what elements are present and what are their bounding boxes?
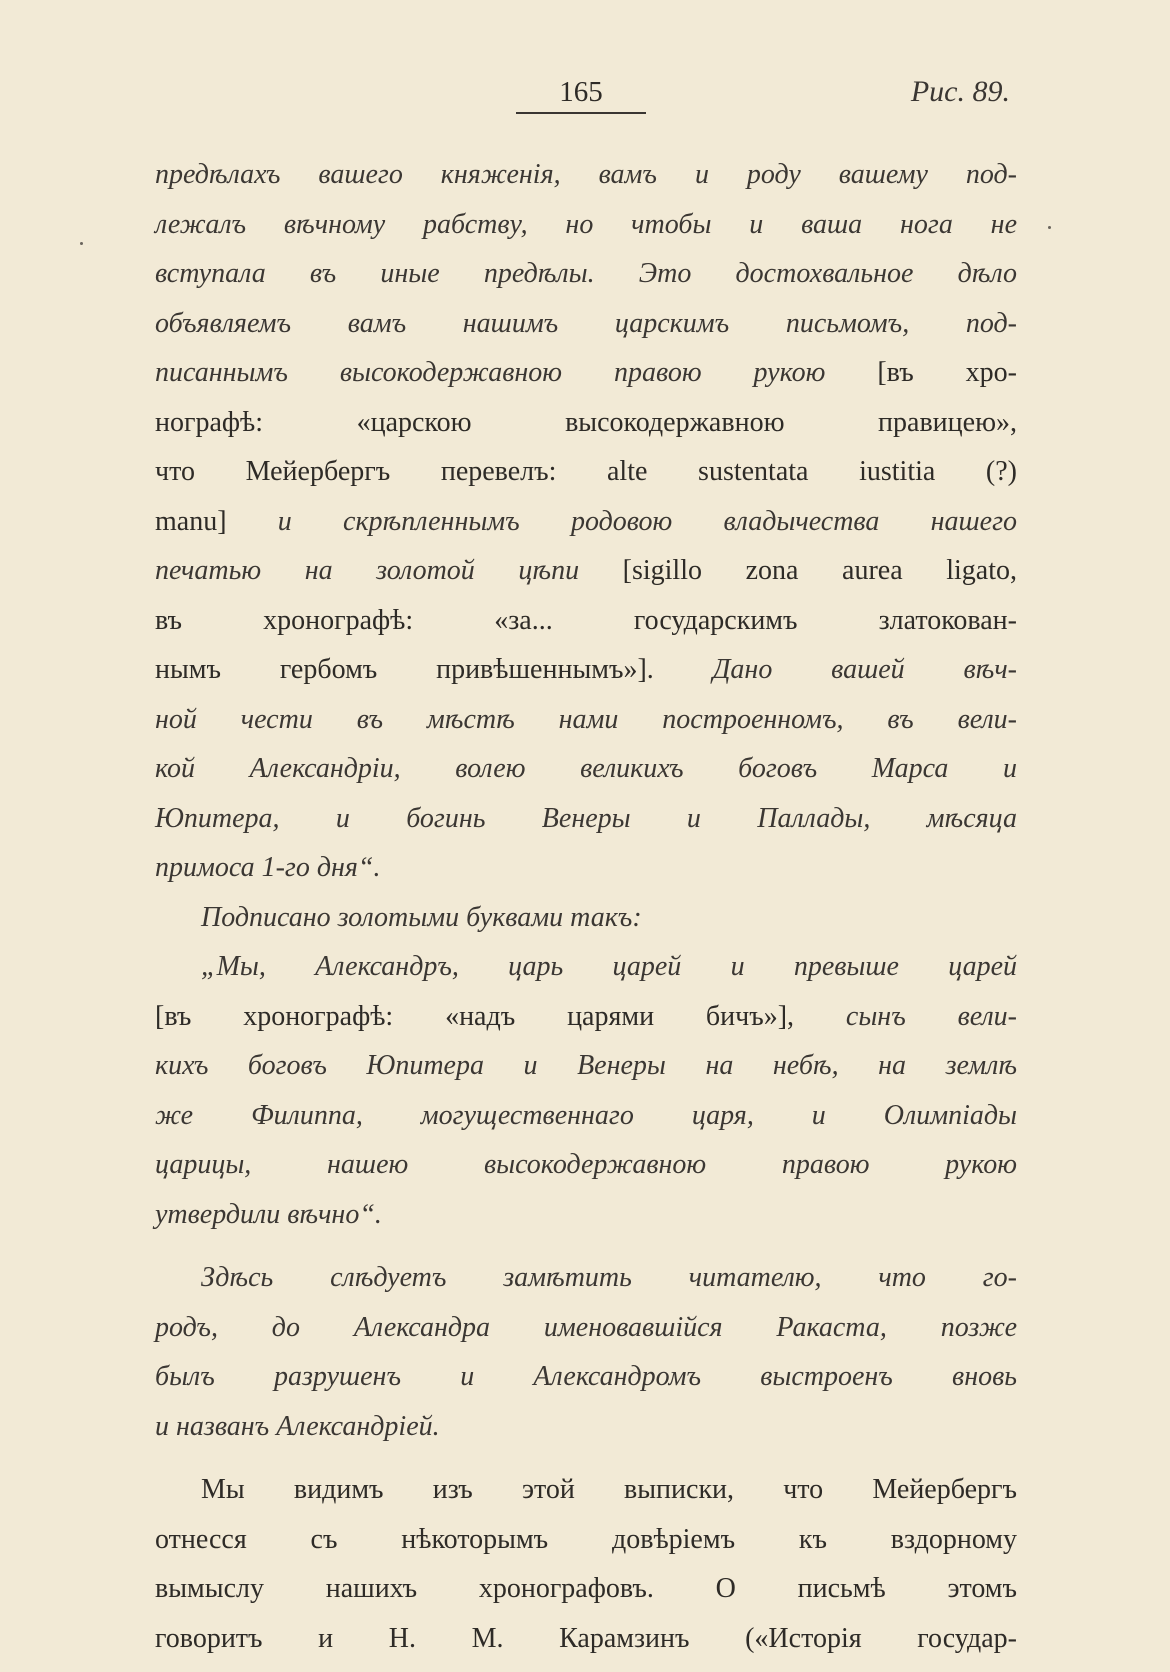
italic-segment: ной чести въ мѣстѣ нами построенномъ, въ вели- bbox=[155, 703, 1017, 735]
figure-label: Рис. 89. bbox=[910, 75, 1010, 108]
italic-segment: писаннымъ высокодержавною правою рукою bbox=[155, 357, 878, 388]
roman-segment: Мы видимъ изъ этой выписки, что Мейербергъ bbox=[201, 1474, 1017, 1505]
text-line bbox=[155, 1564, 1017, 1614]
text-line bbox=[155, 1253, 1017, 1303]
page-header bbox=[0, 72, 1170, 118]
roman-segment: отнесся съ нѣкоторымъ довѣріемъ къ вздорному bbox=[155, 1523, 1017, 1555]
italic-segment: Дано вашей вѣч- bbox=[712, 654, 1017, 685]
roman-segment: manu] bbox=[155, 505, 278, 537]
italic-segment: вступала въ иные предѣлы. Это достохвальное дѣло bbox=[155, 258, 1017, 289]
italic-segment: и скрѣпленнымъ родовою владычества нашего bbox=[277, 505, 1017, 537]
italic-segment: объявляемъ вамъ нашимъ царскимъ письмомъ, под- bbox=[155, 307, 1017, 339]
text-line bbox=[155, 893, 1017, 943]
italic-segment: былъ разрушенъ и Александромъ выстроенъ вновь bbox=[155, 1361, 1017, 1392]
paragraph-gap bbox=[155, 1451, 1017, 1465]
italic-segment: кихъ боговъ Юпитера и Венеры на небѣ, на землѣ bbox=[155, 1050, 1017, 1081]
roman-segment: вымыслу нашихъ хронографовъ. О письмѣ этомъ bbox=[155, 1573, 1017, 1604]
italic-segment: предѣлахъ вашего княженія, вамъ и роду вашему под- bbox=[155, 159, 1017, 190]
text-line bbox=[155, 200, 1017, 250]
italic-segment: сынъ вели- bbox=[845, 1000, 1018, 1032]
roman-segment: [sigillo zona aurea ligato, bbox=[622, 555, 1017, 586]
italic-segment: же Филиппа, могущественнаго царя, и Олимпіады bbox=[155, 1099, 1017, 1131]
text-line bbox=[155, 794, 1017, 844]
roman-segment: нографѣ: «царскою высокодержавною правицею», bbox=[155, 406, 1017, 438]
paper-speck bbox=[1048, 226, 1051, 229]
text-line bbox=[155, 546, 1017, 596]
italic-segment: Здѣсь слѣдуетъ замѣтить читателю, что го- bbox=[201, 1262, 1017, 1293]
italic-segment: печатью на золотой цѣпи bbox=[155, 555, 623, 586]
roman-segment: [въ хро- bbox=[877, 357, 1017, 388]
italic-segment: и названъ Александріей. bbox=[155, 1410, 440, 1442]
text-line bbox=[155, 497, 1017, 547]
paper-speck bbox=[80, 242, 83, 245]
italic-segment: родъ, до Александра именовавшійся Ракаста, позже bbox=[155, 1311, 1017, 1343]
roman-segment: что Мейербергъ перевелъ: alte sustentata iustitia (?) bbox=[155, 456, 1017, 487]
text-line bbox=[155, 1303, 1017, 1353]
page-number: 165 bbox=[559, 76, 603, 108]
italic-segment: лежалъ вѣчному рабству, но чтобы и ваша нога не bbox=[155, 208, 1017, 240]
text-line bbox=[155, 843, 1017, 893]
text-line bbox=[155, 695, 1017, 745]
text-line bbox=[155, 1352, 1017, 1402]
italic-segment: Юпитера, и богинь Венеры и Паллады, мѣсяца bbox=[155, 802, 1017, 834]
text-line bbox=[155, 1190, 1017, 1240]
body-text bbox=[155, 150, 1017, 1663]
text-line bbox=[155, 1614, 1017, 1664]
italic-segment: Подписано золотыми буквами такъ: bbox=[201, 901, 642, 933]
text-line bbox=[155, 299, 1017, 349]
text-line bbox=[155, 1402, 1017, 1452]
text-line bbox=[155, 992, 1017, 1042]
roman-segment: въ хронографѣ: «за... государскимъ златокован- bbox=[155, 604, 1017, 636]
text-line bbox=[155, 1515, 1017, 1565]
text-line bbox=[155, 150, 1017, 200]
roman-segment: нымъ гербомъ привѣшеннымъ»]. bbox=[155, 654, 713, 685]
italic-segment: кой Александріи, волею великихъ боговъ Марса и bbox=[155, 753, 1017, 784]
italic-segment: примоса 1-го дня“. bbox=[155, 852, 381, 883]
text-line bbox=[155, 596, 1017, 646]
text-line bbox=[155, 447, 1017, 497]
italic-segment: „Мы, Александръ, царь царей и превыше царей bbox=[201, 951, 1017, 982]
text-line bbox=[155, 1041, 1017, 1091]
paragraph-gap bbox=[155, 1239, 1017, 1253]
text-line bbox=[155, 249, 1017, 299]
text-line bbox=[155, 942, 1017, 992]
text-line bbox=[155, 1465, 1017, 1515]
text-line bbox=[155, 348, 1017, 398]
text-line bbox=[155, 645, 1017, 695]
text-line bbox=[155, 1140, 1017, 1190]
header-rule bbox=[516, 112, 646, 114]
italic-segment: утвердили вѣчно“. bbox=[155, 1198, 382, 1230]
text-line bbox=[155, 1091, 1017, 1141]
roman-segment: [въ хронографѣ: «надъ царями бичъ»], bbox=[155, 1000, 846, 1032]
text-line bbox=[155, 744, 1017, 794]
roman-segment: говоритъ и Н. М. Карамзинъ («Исторія государ- bbox=[155, 1622, 1017, 1654]
text-line bbox=[155, 398, 1017, 448]
italic-segment: царицы, нашею высокодержавною правою рукою bbox=[155, 1149, 1017, 1180]
